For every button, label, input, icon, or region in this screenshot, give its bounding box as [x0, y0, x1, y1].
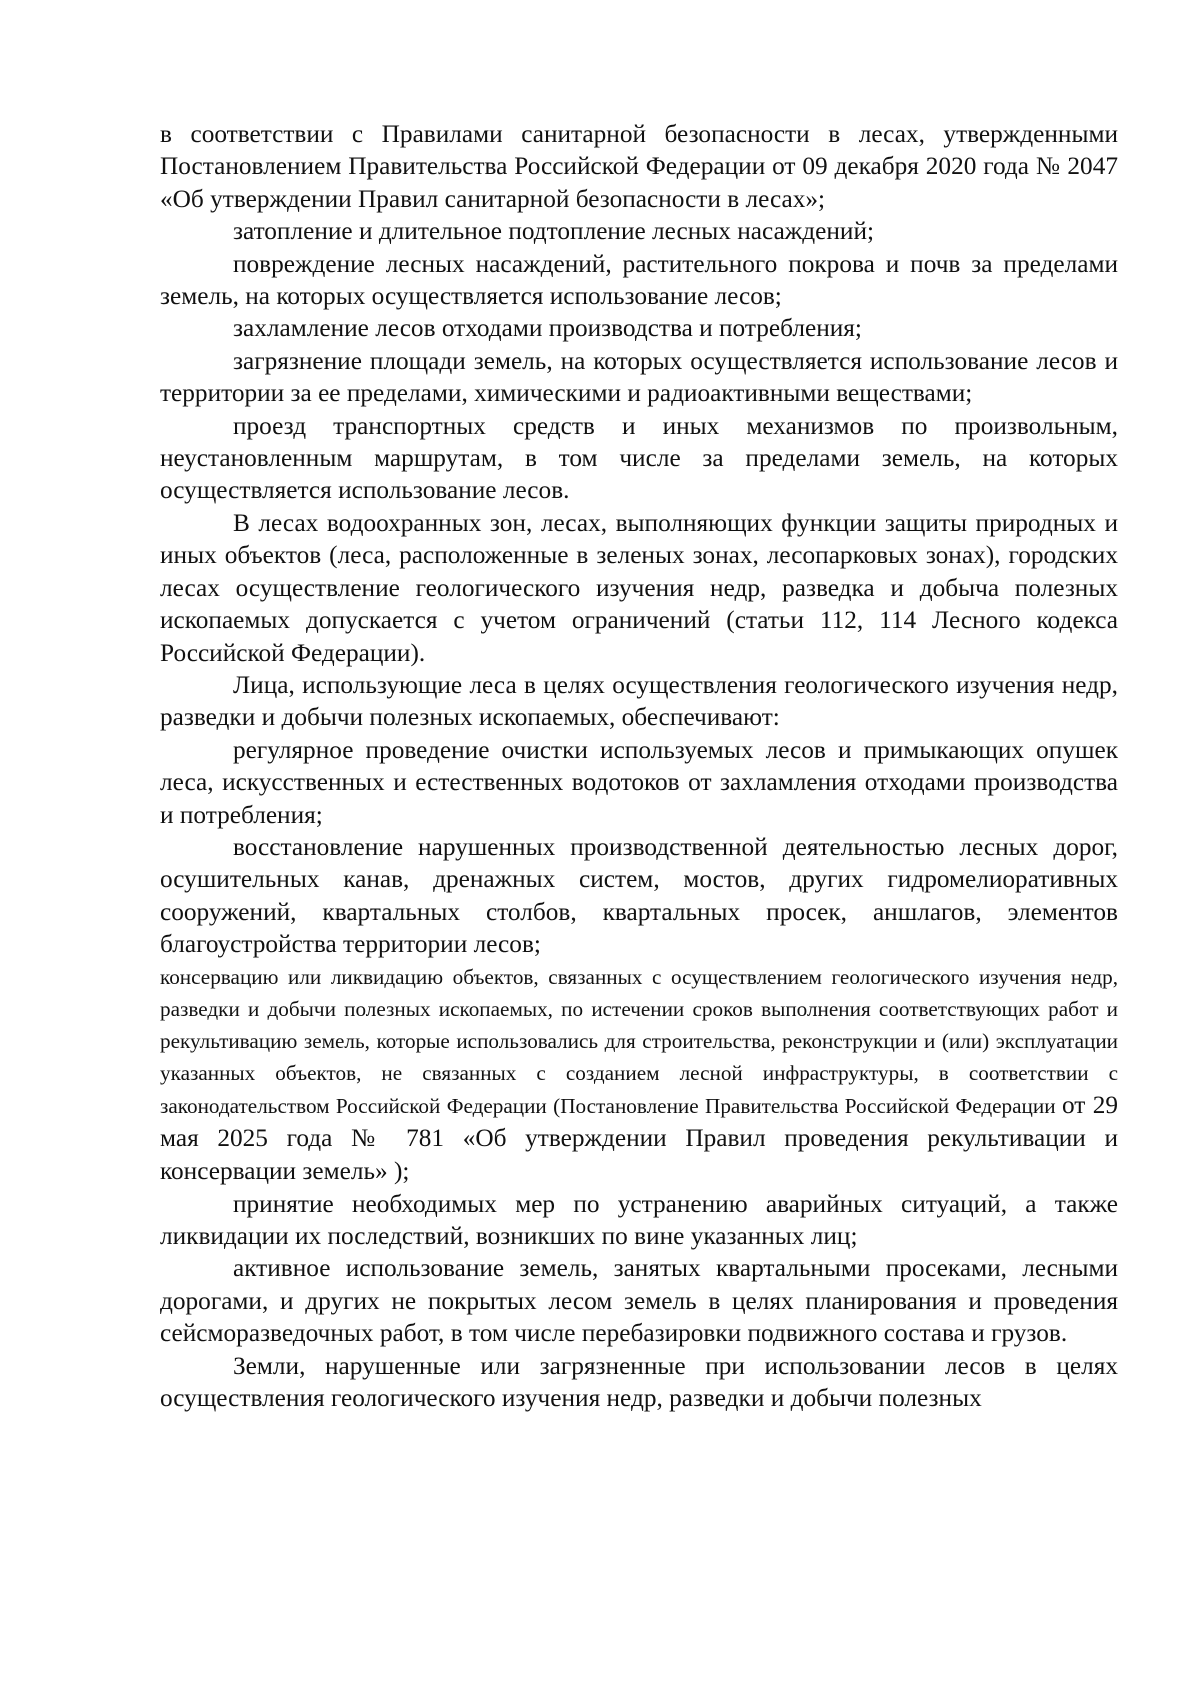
paragraph-8: Лица, использующие леса в целях осуществления геологического изучения недр, разведки и добычи полезных ископаемых, обеспечивают:: [160, 670, 1118, 732]
paragraph-11-small-text: консервацию или ликвидацию объектов, связанных с осуществлением геологического изучения недр, разведки и добычи полезных ископаемых, по истечении сроков выполнения соответствующих работ и рекультивацию земель, которые использовались для строительства, реконструкции и (или) эксплуатации указанных объектов, не связанных с созданием лесной инфраструктуры, в соответствии с законодательством Российской Федерации (Постановление Правительства Российской Федерации: [160, 964, 1118, 1118]
paragraph-1: в соответствии с Правилами санитарной безопасности в лесах, утвержденными Постановлением Правительства Российской Федерации от 09 декабря 2020 года № 2047 «Об утверждении Правил санитарной безопасности в лесах»;: [160, 120, 1118, 213]
document-body: [160, 118, 1118, 1414]
paragraph-11-large-text: от 29 мая 2025 года № 781 «Об утверждении Правил проведения рекультивации и консервации земель» );: [160, 1090, 1118, 1185]
paragraph-6: проезд транспортных средств и иных механизмов по произвольным, неустановленным маршрутам, в том числе за пределами земель, на которых осуществляется использование лесов.: [160, 411, 1118, 505]
paragraph-2: затопление и длительное подтопление лесных насаждений;: [233, 217, 875, 246]
paragraph-3: повреждение лесных насаждений, растительного покрова и почв за пределами земель, на которых осуществляется использование лесов;: [160, 249, 1118, 311]
paragraph-5: загрязнение площади земель, на которых осуществляется использование лесов и территории за ее пределами, химическими и радиоактивными веществами;: [160, 346, 1118, 408]
paragraph-7: В лесах водоохранных зон, лесах, выполняющих функции защиты природных и иных объектов (леса, расположенные в зеленых зонах, лесопарковых зонах), городских лесах осуществление геологического изучения недр, разведка и добыча полезных ископаемых допускается с учетом ограничений (статьи 112, 114 Лесного кодекса Российской Федерации).: [160, 508, 1118, 667]
paragraph-14: Земли, нарушенные или загрязненные при использовании лесов в целях осуществления геологического изучения недр, разведки и добычи полезных: [160, 1351, 1118, 1412]
paragraph-11: [160, 961, 1118, 1188]
paragraph-10: восстановление нарушенных производственной деятельностью лесных дорог, осушительных канав, дренажных систем, мостов, других гидромелиоративных сооружений, квартальных столбов, квартальных просек, аншлагов, элементов благоустройства территории лесов;: [160, 832, 1118, 959]
paragraph-9: регулярное проведение очистки используемых лесов и примыкающих опушек леса, искусственных и естественных водотоков от захламления отходами производства и потребления;: [160, 735, 1118, 829]
paragraph-4: захламление лесов отходами производства и потребления;: [233, 314, 862, 343]
paragraph-13: активное использование земель, занятых квартальными просеками, лесными дорогами, и других не покрытых лесом земель в целях планирования и проведения сейсморазведочных работ, в том числе перебазировки подвижного состава и грузов.: [160, 1254, 1118, 1348]
paragraph-12: принятие необходимых мер по устранению аварийных ситуаций, а также ликвидации их последствий, возникших по вине указанных лиц;: [160, 1189, 1118, 1250]
